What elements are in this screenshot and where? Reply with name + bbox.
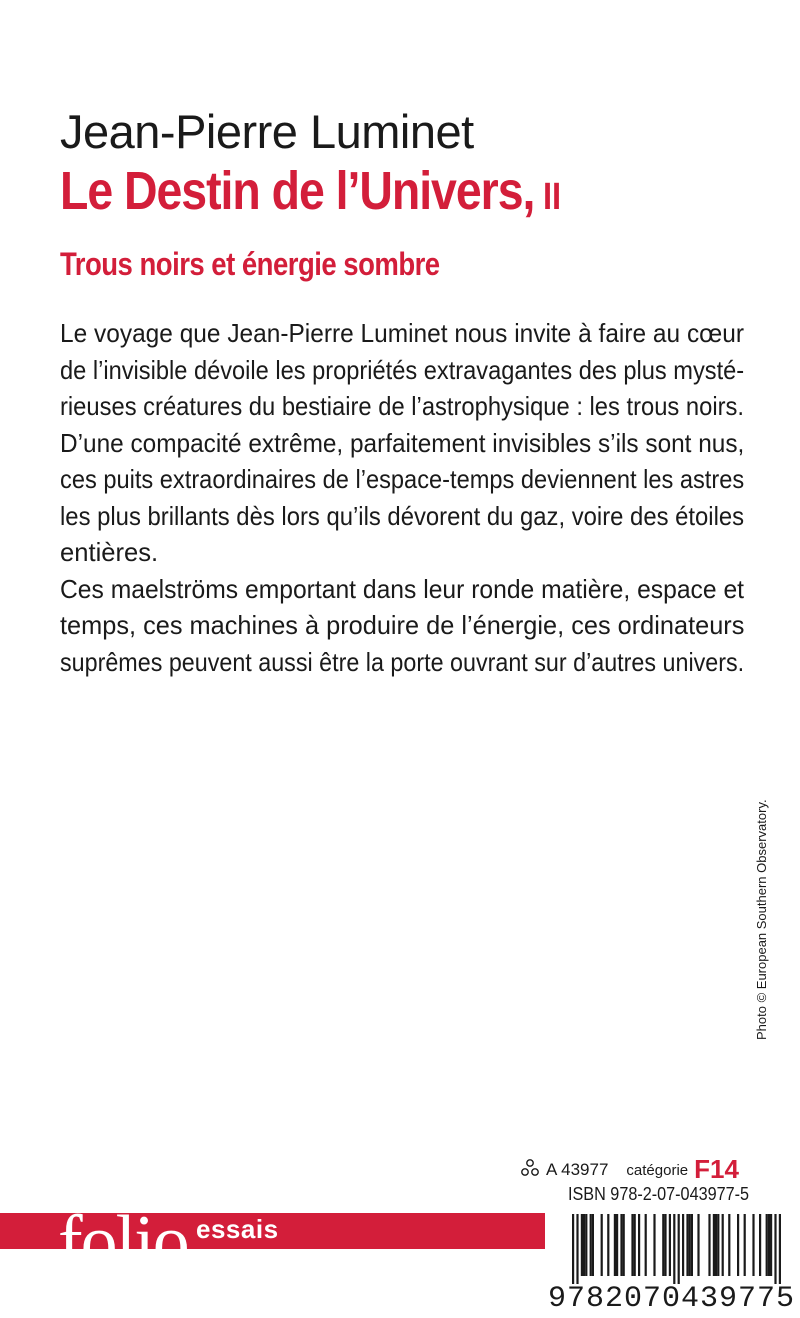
book-title: Le Destin de l’Univers, II: [60, 161, 562, 221]
barcode-bar: [678, 1214, 680, 1284]
photo-credit: Photo © European Southern Observatory.: [754, 799, 769, 1040]
barcode-bar: [638, 1214, 640, 1276]
blurb-line: D’une compacité extrême, parfaitement invisibles s’ils sont nus,: [60, 429, 745, 458]
barcode-bar: [576, 1214, 578, 1284]
barcode-bar: [691, 1214, 693, 1276]
barcode-bar: [662, 1214, 664, 1276]
folio-emblem-icon: [520, 1158, 540, 1178]
barcode-bar: [583, 1214, 585, 1276]
barcode-bar: [669, 1214, 671, 1276]
blurb-line: les plus brillants dès lors qu’ils dévorent du gaz, voire des étoiles: [60, 502, 745, 531]
barcode-bar: [752, 1214, 754, 1276]
blurb-line: entières.: [60, 539, 159, 567]
folio-logo: folio: [58, 1201, 188, 1283]
barcode-bar: [585, 1214, 587, 1276]
barcode-bar: [653, 1214, 655, 1276]
barcode-bar: [759, 1214, 761, 1276]
barcode-bar: [673, 1214, 675, 1284]
barcode-bar: [664, 1214, 666, 1276]
reference-number: A 43977: [546, 1160, 609, 1179]
barcode-bar: [728, 1214, 730, 1276]
category-value: F14: [694, 1154, 739, 1184]
barcode-bar: [572, 1214, 574, 1284]
barcode-bar: [766, 1214, 768, 1276]
barcode-bar: [592, 1214, 594, 1276]
barcode-bar: [722, 1214, 724, 1276]
barcode-bar: [717, 1214, 719, 1276]
blurb-line: suprêmes peuvent aussi être la porte ouvrant sur d’autres univers.: [60, 648, 745, 677]
barcode-bar: [631, 1214, 633, 1276]
blurb-line: temps, ces machines à produire de l’énergie, ces ordinateurs: [60, 612, 745, 640]
barcode-bar: [774, 1214, 776, 1284]
blurb-line: rieuses créatures du bestiaire de l’astrophysique : les trous noirs.: [60, 393, 745, 421]
barcode-bar: [645, 1214, 647, 1276]
barcode-bar: [581, 1214, 583, 1276]
blurb-line: Le voyage que Jean-Pierre Luminet nous invite à faire au cœur: [60, 320, 744, 348]
barcode-bar: [779, 1214, 781, 1284]
barcode-bar: [634, 1214, 636, 1276]
blurb-line: ces puits extraordinaires de l’espace-temps deviennent les astres: [60, 466, 745, 494]
volume-number: II: [542, 176, 562, 218]
barcode-bar: [708, 1214, 710, 1276]
barcode-bar: [768, 1214, 770, 1276]
barcode-bar: [713, 1214, 715, 1276]
barcode-bar: [616, 1214, 618, 1276]
author-name: Jean-Pierre Luminet: [60, 105, 474, 158]
category-label: catégorie: [626, 1162, 689, 1179]
barcode-bar: [607, 1214, 609, 1276]
barcode-bar: [770, 1214, 772, 1276]
barcode-bar: [689, 1214, 691, 1276]
isbn: ISBN 978-2-07-043977-5: [568, 1184, 750, 1204]
blurb-line: de l’invisible dévoile les propriétés extravagantes des plus mysté-: [60, 356, 745, 385]
barcode-bar: [590, 1214, 592, 1276]
barcode-bar: [682, 1214, 684, 1276]
barcode-bar: [601, 1214, 603, 1276]
barcode-bar: [697, 1214, 699, 1276]
barcode-bar: [686, 1214, 688, 1276]
catalog-codes: [520, 1154, 739, 1185]
barcode-bar: [623, 1214, 625, 1276]
book-subtitle: Trous noirs et énergie sombre: [60, 246, 440, 282]
blurb-text: [60, 316, 744, 681]
barcode-bar: [737, 1214, 739, 1276]
collection-name: essais: [196, 1214, 279, 1244]
barcode-bar: [620, 1214, 622, 1276]
barcode-bar: [715, 1214, 717, 1276]
blurb-line: Ces maelströms emportant dans leur ronde matière, espace et: [60, 575, 745, 604]
book-title-line: [60, 160, 643, 222]
barcode-bar: [614, 1214, 616, 1276]
barcode-bar: [744, 1214, 746, 1276]
barcode-digits: 9782070439775: [548, 1282, 796, 1316]
